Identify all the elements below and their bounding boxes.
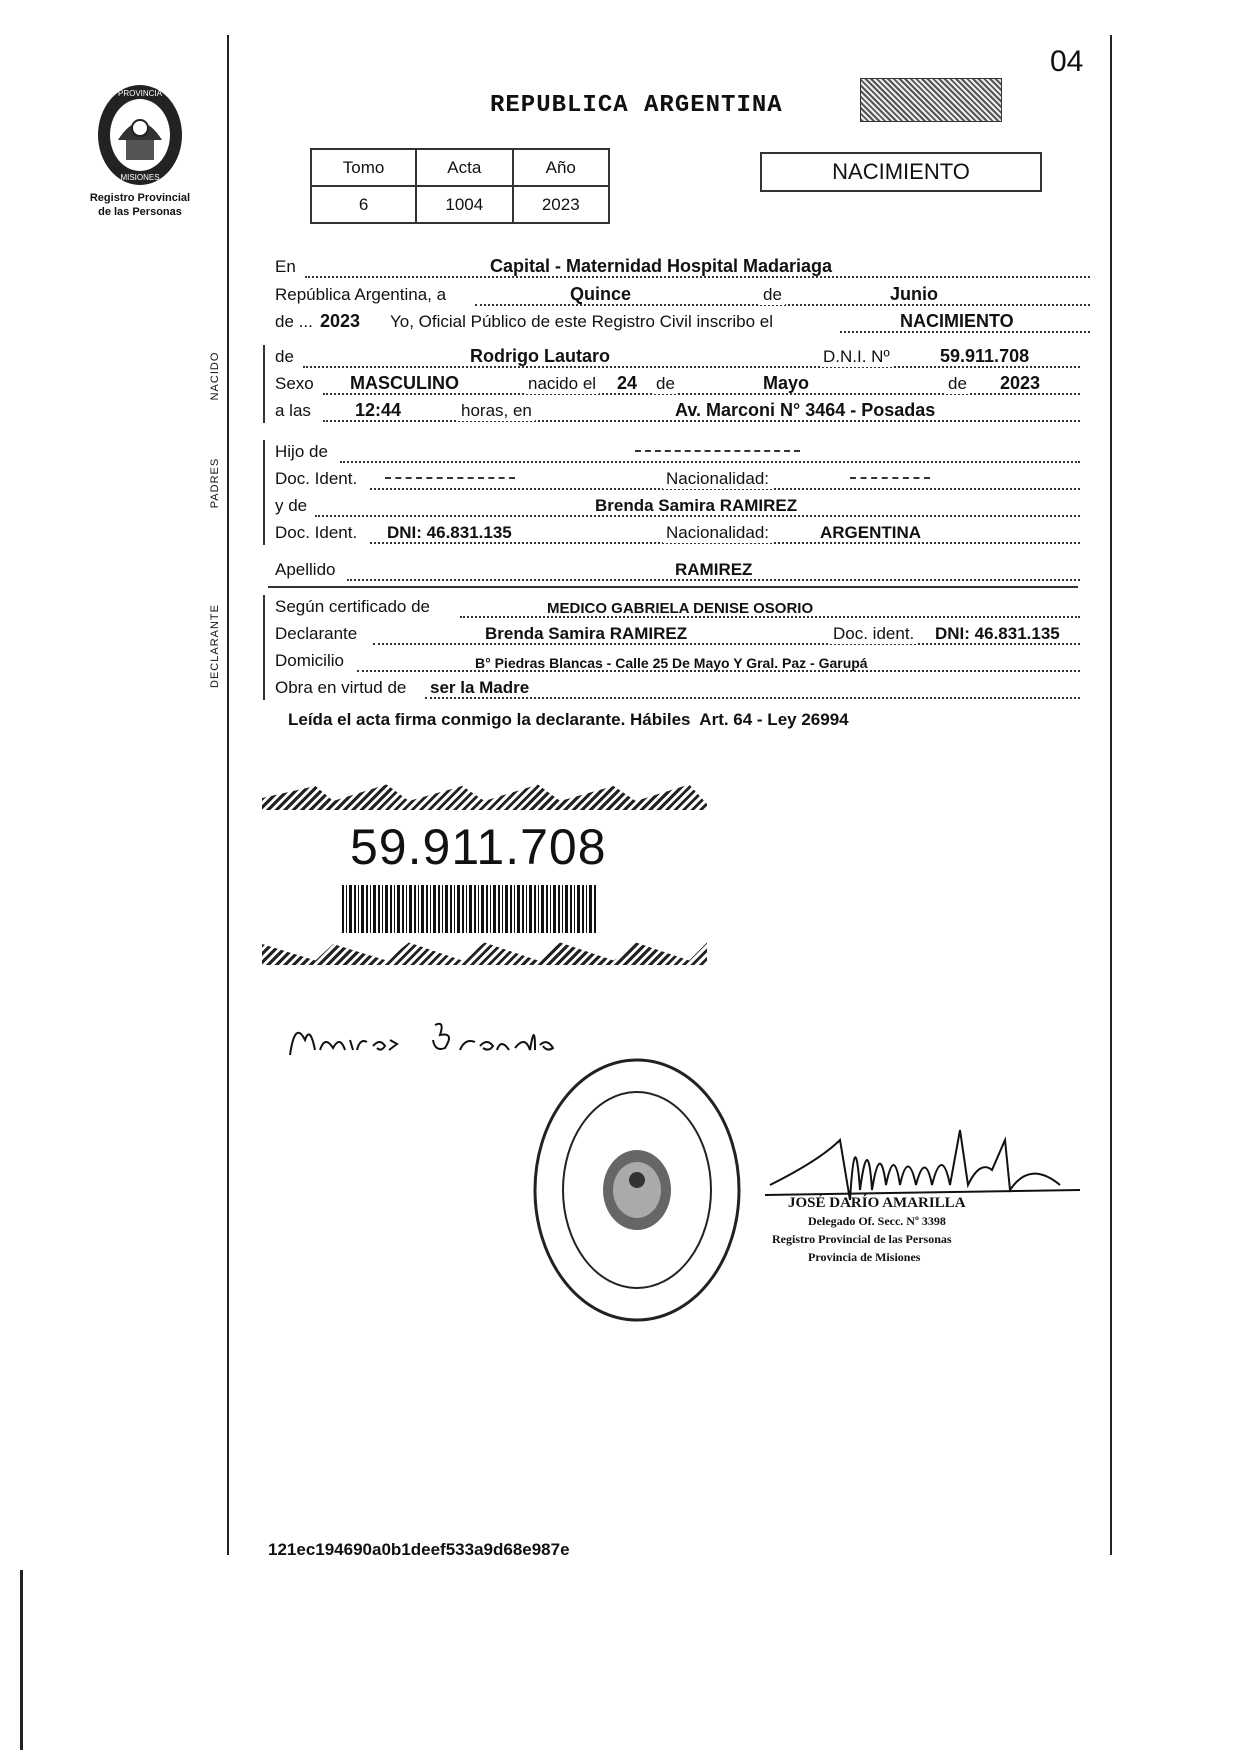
row-year	[275, 310, 1090, 336]
row-domicilio	[275, 649, 1080, 675]
row-madre-doc	[275, 521, 1080, 547]
left-edge-line	[20, 1570, 23, 1750]
label-y-de: y de	[275, 496, 308, 515]
value-obra-virtud: ser la Madre	[430, 678, 530, 697]
label-doc-ident-declarante: Doc. ident.	[830, 624, 917, 644]
value-nac-anio: 2023	[1000, 373, 1041, 393]
label-nacionalidad-padre: Nacionalidad:	[663, 469, 772, 489]
dots	[340, 461, 1080, 463]
document-type-box: NACIMIENTO	[760, 152, 1042, 192]
row-obra-virtud	[275, 676, 1080, 702]
label-de-mes: de	[760, 285, 785, 305]
value-nombre: Rodrigo Lautaro	[470, 346, 610, 366]
official-title: Delegado Of. Secc. Nº 3398	[808, 1214, 946, 1228]
label-de-nac-mes: de	[653, 374, 678, 394]
section-label-declarante: DECLARANTE	[209, 604, 221, 688]
label-obra-virtud: Obra en virtud de	[275, 678, 407, 697]
registry-table	[310, 148, 610, 224]
label-nacionalidad-madre: Nacionalidad:	[663, 523, 772, 543]
value-declarante: Brenda Samira RAMIREZ	[485, 624, 688, 643]
label-de-nac-anio: de	[945, 374, 970, 394]
closing-note: Leída el acta firma conmigo la declarante. Hábiles Art. 64 - Ley 26994	[288, 710, 849, 729]
barcode-number: 59.911.708	[350, 819, 607, 875]
header-acta: Acta	[416, 149, 512, 186]
row-y-de	[275, 494, 1080, 520]
padre-doc-blank	[385, 477, 515, 479]
official-seal	[530, 1055, 745, 1325]
value-madre: Brenda Samira RAMIREZ	[595, 496, 798, 515]
left-margin-line	[227, 35, 229, 1555]
row-apellido	[275, 558, 1080, 584]
label-de-year: de ...	[275, 312, 313, 331]
label-de-nombre: de	[275, 347, 294, 366]
row-sexo	[275, 372, 1080, 398]
barcode	[342, 885, 597, 933]
section-label-padres: PADRES	[209, 457, 221, 509]
page-number: 04	[1050, 45, 1084, 78]
official-signature	[760, 1100, 1090, 1210]
row-declarante	[275, 622, 1080, 648]
value-nac-dia: 24	[617, 373, 638, 393]
value-lugar: Capital - Maternidad Hospital Madariaga	[490, 256, 833, 276]
official-name: JOSÉ DARÍO AMARILLA	[788, 1195, 966, 1211]
row-nombre	[275, 345, 1080, 371]
label-republica: República Argentina, a	[275, 285, 447, 304]
value-lugar-nac: Av. Marconi N° 3464 - Posadas	[675, 400, 936, 420]
label-a-las: a las	[275, 401, 311, 420]
label-apellido: Apellido	[275, 560, 336, 579]
official-org: Registro Provincial de las Personas	[772, 1232, 952, 1246]
value-tomo: 6	[311, 186, 416, 223]
section-label-nacido: NACIDO	[209, 351, 221, 401]
label-sexo: Sexo	[275, 374, 314, 393]
value-anio: 2023	[513, 186, 609, 223]
document-hash: 121ec194690a0b1deef533a9d68e987e	[268, 1540, 570, 1559]
value-acto: NACIMIENTO	[900, 311, 1014, 331]
label-dni: D.N.I. Nº	[820, 347, 893, 367]
label-domicilio: Domicilio	[275, 651, 344, 670]
value-acta: 1004	[416, 186, 512, 223]
row-hijo-de	[275, 440, 1080, 466]
security-stamp	[860, 78, 1002, 122]
value-madre-dni: DNI: 46.831.135	[387, 523, 512, 542]
header-tomo: Tomo	[311, 149, 416, 186]
official-province: Provincia de Misiones	[808, 1250, 921, 1264]
value-mes: Junio	[890, 284, 938, 304]
bracket-padres	[263, 440, 269, 545]
bracket-nacido	[263, 345, 269, 423]
header-anio: Año	[513, 149, 609, 186]
svg-text:MISIONES: MISIONES	[120, 173, 160, 182]
value-dni: 59.911.708	[940, 346, 1030, 366]
value-hora: 12:44	[355, 400, 402, 420]
label-horas-en: horas, en	[458, 401, 535, 421]
value-anio: 2023	[320, 311, 361, 331]
label-en: En	[275, 257, 296, 276]
label-doc-ident-madre: Doc. Ident.	[275, 523, 358, 542]
label-nacido-el: nacido el	[525, 374, 599, 394]
right-margin-line	[1110, 35, 1112, 1555]
label-hijo-de: Hijo de	[275, 442, 328, 461]
value-dia: Quince	[570, 284, 632, 304]
country-title: REPUBLICA ARGENTINA	[490, 92, 783, 119]
svg-text:PROVINCIA: PROVINCIA	[117, 89, 163, 98]
logo-caption-2: de las Personas	[98, 206, 182, 218]
logo-caption-1: Registro Provincial	[89, 192, 191, 204]
value-madre-nacionalidad: ARGENTINA	[820, 523, 922, 542]
padre-blank	[635, 450, 800, 452]
label-segun-certificado: Según certificado de	[275, 597, 430, 616]
row-padre-doc	[275, 467, 1080, 493]
label-declarante: Declarante	[275, 624, 358, 643]
row-hora	[275, 399, 1080, 425]
value-sexo: MASCULINO	[350, 373, 459, 393]
bracket-declarante	[263, 595, 269, 700]
label-yo-oficial: Yo, Oficial Público de este Registro Civil inscribo el	[390, 312, 773, 331]
row-en	[275, 255, 1090, 281]
apellido-separator	[268, 586, 1078, 588]
province-logo	[90, 80, 190, 190]
barcode-top-band	[262, 780, 707, 810]
value-apellido: RAMIREZ	[675, 560, 753, 579]
label-doc-ident-padre: Doc. Ident.	[275, 469, 358, 488]
value-nac-mes: Mayo	[763, 373, 810, 393]
row-republica	[275, 283, 1090, 309]
value-declarante-dni: DNI: 46.831.135	[935, 624, 1060, 643]
padre-nac-blank	[850, 477, 930, 479]
barcode-bottom-band	[262, 935, 707, 965]
row-certificado	[275, 595, 1080, 621]
value-certificado: MEDICO GABRIELA DENISE OSORIO	[547, 600, 814, 617]
value-domicilio: B° Piedras Blancas - Calle 25 De Mayo Y Gral. Paz - Garupá	[475, 655, 868, 671]
